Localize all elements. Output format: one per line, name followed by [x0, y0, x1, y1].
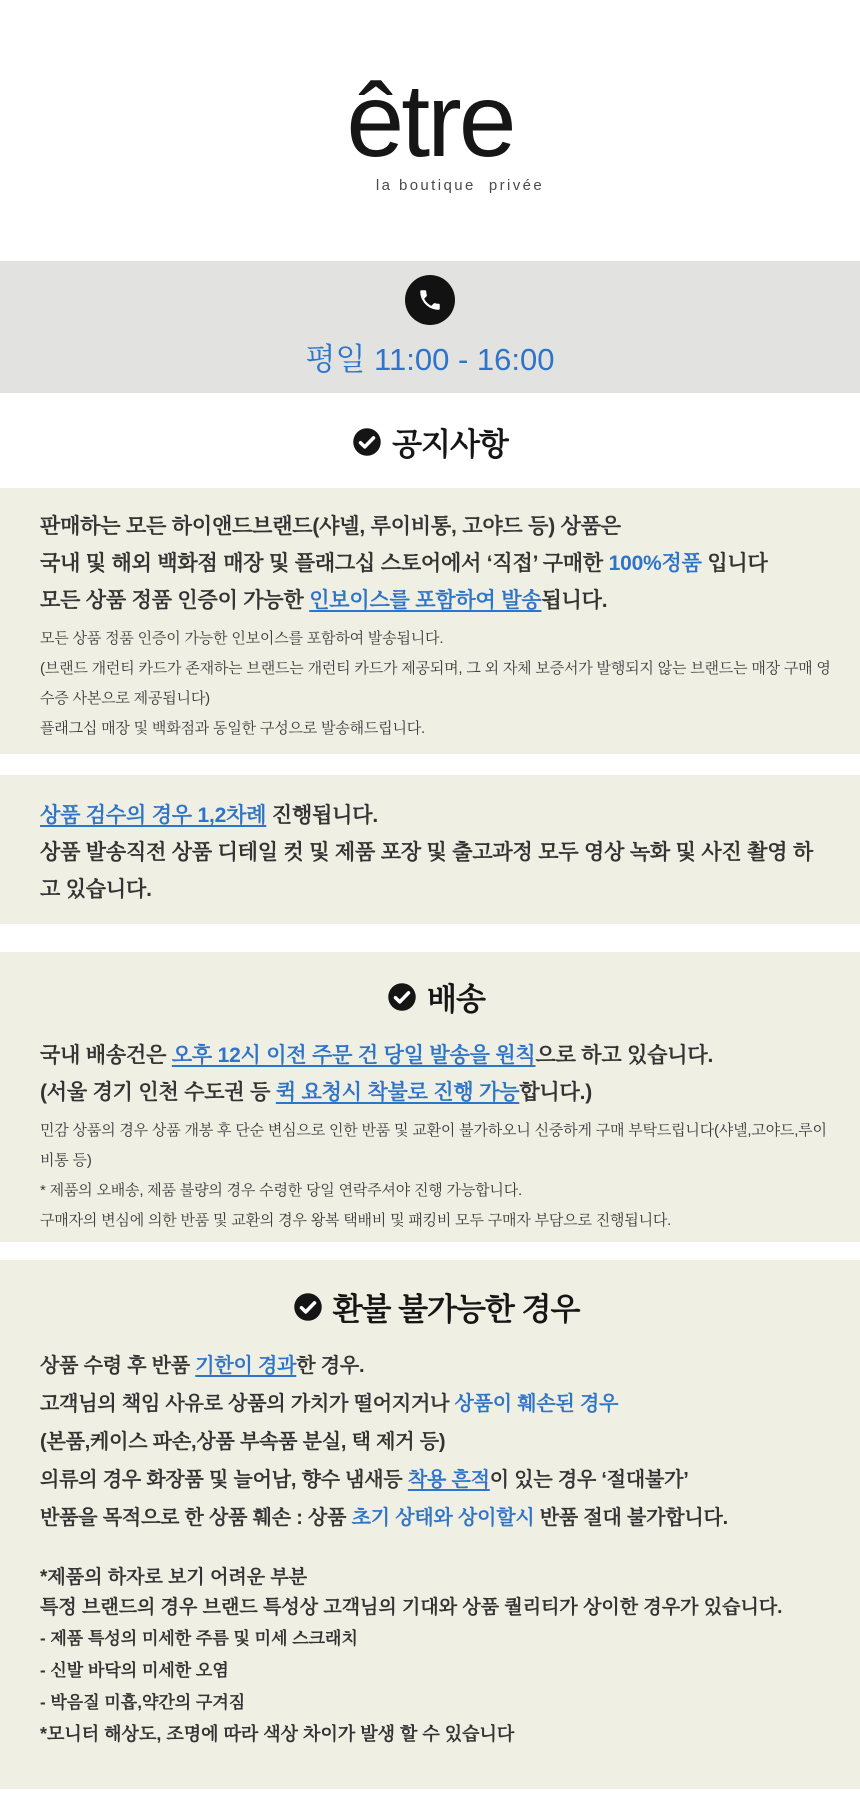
brand-tagline: la boutique privée — [375, 177, 545, 195]
authenticity-line-1: 판매하는 모든 하이앤드브랜드(샤넬, 루이비통, 고야드 등) 상품은 — [40, 515, 621, 538]
inspection-line-1 — [40, 797, 832, 834]
brand-header — [0, 0, 860, 261]
fine-print-line-invoice: 모든 상품 정품 인증이 가능한 인보이스를 포함하여 발송됩니다. — [40, 630, 444, 647]
text-segment: 진행됩니다. — [266, 804, 378, 827]
text-segment: 입니다 — [701, 552, 768, 575]
refund-bullet-wrinkles: - 제품 특성의 미세한 주름 및 미세 스크래치 — [40, 1629, 358, 1648]
fine-print-line-return-cost: 구매자의 변심에 의한 반품 및 교환의 경우 왕복 택배비 및 패킹비 모두 구매자 부담으로 진행됩니다. — [40, 1212, 672, 1229]
authenticity-notice-block — [0, 488, 860, 754]
section-title-shipping: 배송 — [427, 982, 485, 1017]
shipping-line-1 — [40, 1037, 832, 1074]
highlight-damaged-goods: 상품이 훼손된 경우 — [454, 1393, 619, 1415]
text-segment: 국내 및 해외 백화점 매장 및 플래그십 스토어에서 ‘직접’ 구매한 — [40, 552, 609, 575]
highlight-same-day-shipping: 오후 12시 이전 주문 건 당일 발송을 원칙 — [171, 1044, 536, 1067]
contact-hours-banner — [0, 261, 860, 393]
text-segment: 상품 수령 후 반품 — [40, 1355, 196, 1377]
highlight-invoice-included: 인보이스를 포함하여 발송 — [309, 589, 542, 612]
check-circle-icon — [293, 1292, 323, 1322]
section-header-refund — [40, 1284, 832, 1329]
authenticity-fine-print — [40, 624, 832, 744]
section-title-refund: 환불 불가능한 경우 — [332, 1292, 580, 1327]
fine-print-line-flagship: 플래그십 매장 및 백화점과 동일한 구성으로 발송해드립니다. — [40, 720, 426, 737]
text-segment: 한 경우. — [296, 1355, 365, 1377]
refund-line-1 — [40, 1347, 832, 1385]
shipping-fine-print — [40, 1116, 832, 1236]
text-segment: 합니다.) — [519, 1081, 592, 1104]
authenticity-line-2 — [40, 545, 832, 582]
check-circle-icon — [387, 982, 417, 1012]
highlight-100-genuine: 100%정품 — [608, 552, 702, 575]
refund-note-monitor-color: *모니터 해상도, 조명에 따라 색상 차이가 발생 할 수 있습니다 — [40, 1724, 515, 1744]
refund-line-2 — [40, 1385, 832, 1423]
highlight-inspection-rounds: 상품 검수의 경우 1,2차례 — [40, 804, 267, 827]
section-header-shipping — [40, 974, 832, 1019]
shipping-block — [0, 952, 860, 1242]
refund-bullet-stitching: - 박음질 미흡,약간의 구겨짐 — [40, 1693, 246, 1712]
brand-logo: être — [346, 63, 514, 179]
shipping-line-2 — [40, 1074, 832, 1111]
check-circle-icon — [352, 427, 382, 457]
text-segment: 이 있는 경우 ‘절대불가’ — [489, 1469, 689, 1491]
text-segment: 모든 상품 정품 인증이 가능한 — [40, 589, 310, 612]
text-segment: 으로 하고 있습니다. — [535, 1044, 714, 1067]
fine-print-line-warranty-card: (브랜드 개런티 카드가 존재하는 브랜드는 개런티 카드가 제공되며, 그 외 자체 보증서가 발행되지 않는 브랜드는 매장 구매 영수증 사본으로 제공됩니다) — [40, 660, 831, 707]
phone-icon — [405, 275, 455, 325]
highlight-initial-condition: 초기 상태와 상이할시 — [351, 1507, 535, 1529]
authenticity-line-3 — [40, 582, 832, 619]
text-segment: 의류의 경우 화장품 및 늘어남, 향수 냄새등 — [40, 1469, 408, 1491]
fine-print-line-wrong-delivery: * 제품의 오배송, 제품 불량의 경우 수령한 당일 연락주셔야 진행 가능합니다. — [40, 1182, 522, 1199]
highlight-quick-delivery: 퀵 요청시 착불로 진행 가능 — [275, 1081, 520, 1104]
business-hours-text: 평일 11:00 - 16:00 — [305, 342, 555, 377]
refund-line-4 — [40, 1461, 832, 1499]
refund-note-brand-quality: 특정 브랜드의 경우 브랜드 특성상 고객님의 기대와 상품 퀄리티가 상이한 경우가 있습니다. — [40, 1597, 783, 1618]
section-title-notice: 공지사항 — [392, 427, 508, 462]
refund-note-defects: *제품의 하자로 보기 어려운 부분 — [40, 1567, 308, 1588]
fine-print-line-sensitive-items: 민감 상품의 경우 상품 개봉 후 단순 변심으로 인한 반품 및 교환이 불가하오니 신중하게 구매 부탁드립니다(샤넬,고야드,루이비통 등) — [40, 1122, 827, 1169]
text-segment: 반품 절대 불가합니다. — [534, 1507, 728, 1529]
section-header-notice — [0, 419, 860, 464]
refund-line-5 — [40, 1499, 832, 1537]
text-segment: (서울 경기 인천 수도권 등 — [40, 1081, 276, 1104]
refund-bullet-sole-stain: - 신발 바닥의 미세한 오염 — [40, 1661, 229, 1680]
highlight-wear-traces: 착용 흔적 — [407, 1469, 490, 1491]
refund-line-3: (본품,케이스 파손,상품 부속품 분실, 택 제거 등) — [40, 1431, 446, 1453]
inspection-notice-block — [0, 775, 860, 924]
highlight-period-expired: 기한이 경과 — [195, 1355, 297, 1377]
text-segment: 국내 배송건은 — [40, 1044, 172, 1067]
text-segment: 됩니다. — [541, 589, 608, 612]
inspection-line-2: 상품 발송직전 상품 디테일 컷 및 제품 포장 및 출고과정 모두 영상 녹화 및 사진 촬영 하고 있습니다. — [40, 841, 814, 901]
text-segment: 반품을 목적으로 한 상품 훼손 : 상품 — [40, 1507, 352, 1529]
text-segment: 고객님의 책임 사유로 상품의 가치가 떨어지거나 — [40, 1393, 455, 1415]
refund-exclusions-block — [0, 1260, 860, 1789]
